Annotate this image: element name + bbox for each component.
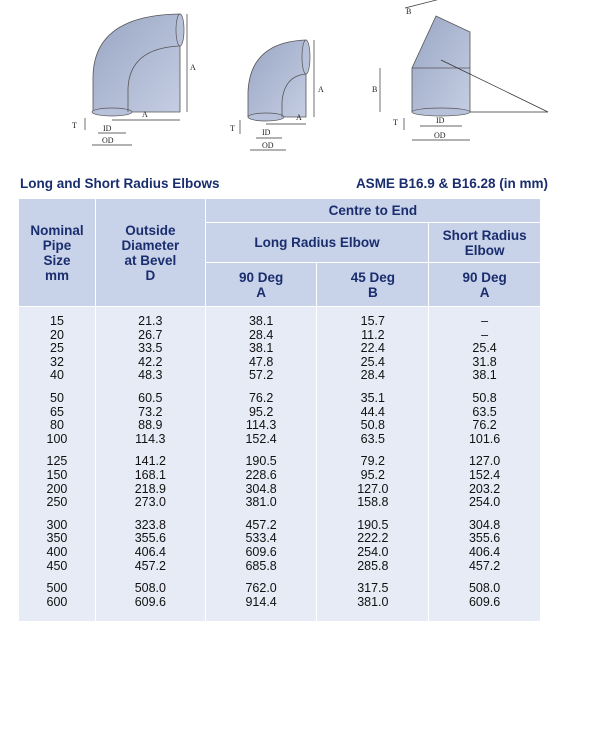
table-cell: – [429, 329, 541, 343]
table-cell: 114.3 [95, 433, 205, 447]
dim-od: OD [262, 141, 274, 150]
table-cell: 508.0 [429, 582, 541, 596]
table-cell: 38.1 [429, 369, 541, 383]
table-cell: 355.6 [95, 532, 205, 546]
table-cell: 508.0 [95, 582, 205, 596]
group-spacer [19, 510, 541, 519]
long-radius-elbow-figure [72, 14, 196, 145]
dim-id: ID [103, 124, 112, 133]
table-cell: 152.4 [429, 469, 541, 483]
table-cell: 450 [19, 560, 96, 574]
table-cell: 63.5 [429, 406, 541, 420]
table-cell: 381.0 [205, 496, 317, 510]
table-cell: 50 [19, 392, 96, 406]
table-row [19, 496, 541, 510]
elbow-dimension-table [18, 198, 541, 621]
table-cell: 28.4 [205, 329, 317, 343]
table-row [19, 329, 541, 343]
header-long-90-deg: 90 Deg A [205, 263, 317, 307]
table-cell: 323.8 [95, 519, 205, 533]
table-cell: 33.5 [95, 342, 205, 356]
table-cell: 114.3 [205, 419, 317, 433]
table-cell: 317.5 [317, 582, 429, 596]
dim-a-vertical: A [190, 63, 196, 72]
table-cell: 127.0 [429, 455, 541, 469]
table-cell: 28.4 [317, 369, 429, 383]
table-cell: 11.2 [317, 329, 429, 343]
table-row [19, 469, 541, 483]
table-cell: 25 [19, 342, 96, 356]
table-cell: 25.4 [429, 342, 541, 356]
table-cell: 254.0 [317, 546, 429, 560]
table-cell: 127.0 [317, 483, 429, 497]
dim-b-slanted: B [406, 7, 412, 16]
header-short-radius-elbow: Short Radius Elbow [429, 223, 541, 263]
table-cell: 285.8 [317, 560, 429, 574]
group-spacer [19, 446, 541, 455]
table-cell: 273.0 [95, 496, 205, 510]
table-cell: 609.6 [95, 596, 205, 622]
table-heading [0, 176, 600, 198]
table-cell: 20 [19, 329, 96, 343]
table-cell: 35.1 [317, 392, 429, 406]
dim-id: ID [262, 128, 271, 137]
table-cell: 60.5 [95, 392, 205, 406]
header-long-45-deg: 45 Deg B [317, 263, 429, 307]
table-cell: 32 [19, 356, 96, 370]
dim-a-horizontal: A [296, 113, 302, 122]
table-row [19, 369, 541, 383]
table-cell: 350 [19, 532, 96, 546]
table-cell: 533.4 [205, 532, 317, 546]
45-degree-elbow-figure [372, 0, 548, 140]
table-cell: 158.8 [317, 496, 429, 510]
table-cell: 40 [19, 369, 96, 383]
table-cell: 95.2 [317, 469, 429, 483]
dim-t: T [230, 124, 235, 133]
table-cell: 25.4 [317, 356, 429, 370]
table-cell: 125 [19, 455, 96, 469]
table-cell: 76.2 [429, 419, 541, 433]
table-cell: 101.6 [429, 433, 541, 447]
table-cell: 50.8 [429, 392, 541, 406]
table-cell: 500 [19, 582, 96, 596]
table-cell: 228.6 [205, 469, 317, 483]
table-cell: 42.2 [95, 356, 205, 370]
table-cell: 22.4 [317, 342, 429, 356]
table-cell: 152.4 [205, 433, 317, 447]
table-cell: 65 [19, 406, 96, 420]
table-cell: 21.3 [95, 307, 205, 329]
table-cell: 63.5 [317, 433, 429, 447]
table-cell: 95.2 [205, 406, 317, 420]
table-cell: 200 [19, 483, 96, 497]
table-row [19, 596, 541, 622]
table-row [19, 356, 541, 370]
table-cell: 141.2 [95, 455, 205, 469]
elbow-diagrams [0, 0, 600, 165]
table-cell: 15 [19, 307, 96, 329]
table-cell: 685.8 [205, 560, 317, 574]
dim-od: OD [102, 136, 114, 145]
table-cell: 73.2 [95, 406, 205, 420]
table-cell: 381.0 [317, 596, 429, 622]
table-cell: 79.2 [317, 455, 429, 469]
table-row [19, 433, 541, 447]
dim-t: T [72, 121, 77, 130]
table-cell: 406.4 [95, 546, 205, 560]
table-cell: 190.5 [317, 519, 429, 533]
table-title: Long and Short Radius Elbows [20, 176, 220, 191]
header-nominal-pipe-size: Nominal Pipe Size mm [19, 199, 96, 307]
table-row [19, 519, 541, 533]
header-centre-to-end: Centre to End [205, 199, 540, 223]
table-cell: 50.8 [317, 419, 429, 433]
table-cell: 168.1 [95, 469, 205, 483]
table-cell: 150 [19, 469, 96, 483]
standard-label: ASME B16.9 & B16.28 (in mm) [355, 176, 548, 191]
dim-t: T [393, 118, 398, 127]
table-body [19, 307, 541, 622]
dim-a-horizontal: A [142, 110, 148, 119]
table-row [19, 483, 541, 497]
table-cell: 76.2 [205, 392, 317, 406]
table-cell: 38.1 [205, 342, 317, 356]
table-cell: 88.9 [95, 419, 205, 433]
dim-b-vertical: B [372, 85, 378, 94]
table-cell: 355.6 [429, 532, 541, 546]
table-cell: 457.2 [95, 560, 205, 574]
table-cell: 914.4 [205, 596, 317, 622]
table-cell: 190.5 [205, 455, 317, 469]
table-row [19, 406, 541, 420]
table-cell: 15.7 [317, 307, 429, 329]
table-cell: 222.2 [317, 532, 429, 546]
table-row [19, 582, 541, 596]
table-cell: 304.8 [429, 519, 541, 533]
table-row [19, 455, 541, 469]
table-row [19, 392, 541, 406]
header-long-radius-elbow: Long Radius Elbow [205, 223, 428, 263]
table-cell: 26.7 [95, 329, 205, 343]
dim-a-vertical: A [318, 85, 324, 94]
table-cell: – [429, 307, 541, 329]
table-cell: 80 [19, 419, 96, 433]
short-radius-elbow-figure [230, 40, 324, 150]
dim-od: OD [434, 131, 446, 140]
table-cell: 250 [19, 496, 96, 510]
table-row [19, 342, 541, 356]
table-row [19, 307, 541, 329]
table-row [19, 546, 541, 560]
table-cell: 457.2 [429, 560, 541, 574]
table-cell: 100 [19, 433, 96, 447]
header-outside-diameter: Outside Diameter at Bevel D [95, 199, 205, 307]
table-cell: 48.3 [95, 369, 205, 383]
table-row [19, 560, 541, 574]
table-cell: 218.9 [95, 483, 205, 497]
table-row [19, 532, 541, 546]
table-cell: 47.8 [205, 356, 317, 370]
table-cell: 400 [19, 546, 96, 560]
table-cell: 203.2 [429, 483, 541, 497]
table-cell: 31.8 [429, 356, 541, 370]
table-cell: 57.2 [205, 369, 317, 383]
table-cell: 254.0 [429, 496, 541, 510]
table-cell: 44.4 [317, 406, 429, 420]
table-cell: 304.8 [205, 483, 317, 497]
table-cell: 609.6 [429, 596, 541, 622]
table-cell: 406.4 [429, 546, 541, 560]
table-cell: 609.6 [205, 546, 317, 560]
table-cell: 300 [19, 519, 96, 533]
group-spacer [19, 573, 541, 582]
group-spacer [19, 383, 541, 392]
table-cell: 457.2 [205, 519, 317, 533]
table-cell: 762.0 [205, 582, 317, 596]
header-short-90-deg: 90 Deg A [429, 263, 541, 307]
table-row [19, 419, 541, 433]
table-cell: 600 [19, 596, 96, 622]
dim-id: ID [436, 116, 445, 125]
table-cell: 38.1 [205, 307, 317, 329]
